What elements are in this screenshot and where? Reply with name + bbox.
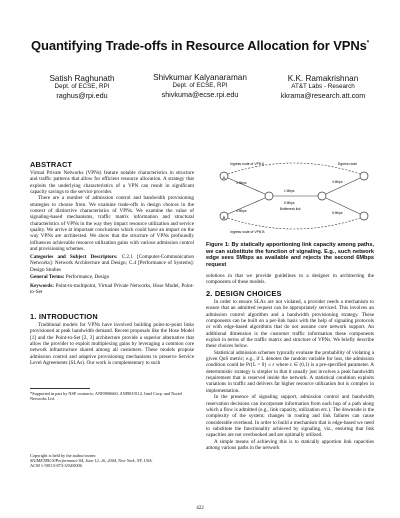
author-affiliation: Dept. of ECSE, RPI xyxy=(172,82,228,89)
general-terms xyxy=(30,274,194,280)
node-label: Ingress node of VPN A xyxy=(230,162,265,166)
page-number: 422 xyxy=(196,506,204,511)
node-vpn-b xyxy=(220,212,228,220)
copyright-line: SIGMETRICS/Performance'04, June 12–16, 2004, New York, NY, USA. xyxy=(30,458,153,464)
title-footnote-mark: * xyxy=(366,40,370,47)
design-paragraph: In order to ensure SLAs are not violated, a provider needs a mechanism to ensure that an admitted request can be appropriately serviced. This involves an admission control algorithm and a bandwidth provisioning strategy. These components can be built on a per-link basis with the help of signaling protocols or with edge-based algorithms that do not assume core network support. An additional dimension is the customer traffic information these components exploit in terms of the traffic matrix and structure of VPNs. We briefly describe these choices below. xyxy=(206,299,374,350)
edge-label: 4 Mbps xyxy=(332,180,343,184)
node-vpn-a xyxy=(220,172,228,180)
keywords-text: Point-to-multipoint, Virtual Private Networks, Hose Model, Point-to-Set xyxy=(30,283,194,296)
intro-body xyxy=(30,322,194,366)
author-affiliation: AT&T Labs - Research xyxy=(291,83,355,90)
design-paragraph: Statistical admission schemes typically evaluate the probability of violating a given QoS metric; e.g., if L denotes the random variable for loss, the admission condition could be Pr{L > 0} ≤ ε where ε ∈ (0,1) is a pre-specified parameter. A deterministic strategy is simpler in that it usually just involves a peak bandwidth requirement that is reserved inside the network. A statistical condition exploits variations in traffic and delivers far higher resource utilization but is complex in implementation. xyxy=(206,349,374,394)
categories-text: C.2.1 [Computer-Communication Networks]: Network Architecture and Design; C.4 [Performance of Systems]: Design Studies xyxy=(30,254,194,273)
author-name: K.K. Ramakrishnan xyxy=(287,74,359,83)
author-1 xyxy=(22,74,142,100)
author-email: raghus@rpi.edu xyxy=(56,90,108,100)
author-email: shivkuma@ecse.rpi.edu xyxy=(161,89,239,99)
figure-edges xyxy=(228,163,360,229)
right-intro-continuation xyxy=(206,273,374,286)
intro-paragraph: Traditional models for VPNs have involved building point-to-point links provisioned at peak bandwidth demand. Recent proposals like the Hose Model [1] and the Point-to-Set [2, 3] architecture provide a superior alternative that allow the provider to exploit multiplexing gains by leveraging a common core network infrastructure shared among all customers. These models propose admission control and adaptive provisioning mechanisms to preserve Service Level Agreements (SLAs). Our work is complementary to such xyxy=(30,322,194,367)
footnote: *Supported in part by NSF contracts: ANI9806660, ANI9819112, Intel Corp. and Nortel Networks Ltd. xyxy=(30,391,183,402)
paper-title: Quantifying Trade-offs in Resource Allocation for VPNs* xyxy=(30,38,370,53)
author-name: Shivkumar Kalyanaraman xyxy=(153,73,247,82)
abstract-paragraph: There are a number of admission control and bandwidth provisioning strategies to choose from. We examine trade-offs in design choices in the context of distinctive characteristics of VPNs. We examine the value of signaling-based mechanisms, traffic matrix information and structural characteristics of VPNs in the way they impact resource utilization and service quality. We arrive at important conclusions which could have an impact on the way VPNs are architected. We show that the structure of VPNs profoundly influences achievable resource utilization gains with various admission control and provisioning schemes. xyxy=(30,195,194,253)
svg-text:B: B xyxy=(222,215,226,220)
bottleneck-label: Bottleneck link xyxy=(280,207,301,211)
author-email: kkrama@research.att.com xyxy=(280,90,366,100)
general-terms-label: General Terms: xyxy=(30,274,65,280)
edge-label: 4 Mbps xyxy=(236,181,247,185)
author-2 xyxy=(140,74,260,99)
author-name: Satish Raghunath xyxy=(49,74,115,83)
design-body xyxy=(206,299,374,451)
figure-1-caption: Figure 1: By statically apportioning link capacity among paths, we can substitute the function of signaling. E.g., such network edge sees 5Mbps as available and rejects the second 6Mbps request xyxy=(206,242,374,268)
node-egress xyxy=(360,172,368,220)
node-label: Egress node xyxy=(338,162,358,166)
rate-label: 1 Mbps xyxy=(284,189,295,193)
author-3 xyxy=(258,74,388,100)
abstract-paragraph: Virtual Private Networks (VPNs) feature notable characteristics in structure and traffic patterns that allow for efficient resource allocation. A strategy that exploits the underlying characteristics of a VPN can result in significant capacity savings to the service provider. xyxy=(30,170,194,196)
categories xyxy=(30,254,194,273)
categories-label: Categories and Subject Descriptors: xyxy=(30,254,118,260)
svg-text:A: A xyxy=(222,175,226,180)
copyright-block xyxy=(30,453,196,469)
keywords-label: Keywords: xyxy=(30,283,54,289)
author-affiliation: Dept. of ECSE, RPI xyxy=(54,83,110,90)
design-paragraph: In the presence of signaling support, admission control and bandwidth reservation decisions can incorporate information from each hop of a path along which a flow is admitted (e.g., link capacity, utilization etc.). The downside is the complexity of the system; changes in routing and link failures can cause considerable overhead. In order to build a mechanism that is edge-based we need to substitute the functionality achieved by signaling, viz., ensuring that link capacities are not overbooked and are optimally utilized. xyxy=(206,394,374,439)
abstract-heading: ABSTRACT xyxy=(30,160,73,169)
design-heading: 2. DESIGN CHOICES xyxy=(206,289,282,298)
intro-heading: 1. INTRODUCTION xyxy=(30,312,98,321)
figure-1-diagram xyxy=(214,156,374,236)
edge-label: 4 Mbps xyxy=(236,209,247,213)
footnote-rule xyxy=(30,388,90,389)
rate-label: 5 Mbps xyxy=(284,201,295,205)
general-terms-text: Performance, Design xyxy=(65,274,110,280)
node-label: Ingress node of VPN B xyxy=(230,230,265,234)
design-paragraph: A simple means of achieving this is to statically apportion link capacities among various paths in the network xyxy=(206,438,374,451)
node-core-2 xyxy=(318,192,326,200)
edge-label: 5 Mbps xyxy=(332,211,343,215)
intro-continuation-paragraph: solutions in that we provide guidelines to a designer in architecting the components of these models. xyxy=(206,273,374,286)
copyright-line: ACM 1-58113-873-3/04/0006. xyxy=(30,463,83,469)
node-core-1 xyxy=(265,192,273,200)
copyright-line: Copyright is held by the author/owner. xyxy=(30,453,97,458)
keywords xyxy=(30,283,194,296)
abstract-body xyxy=(30,170,194,252)
